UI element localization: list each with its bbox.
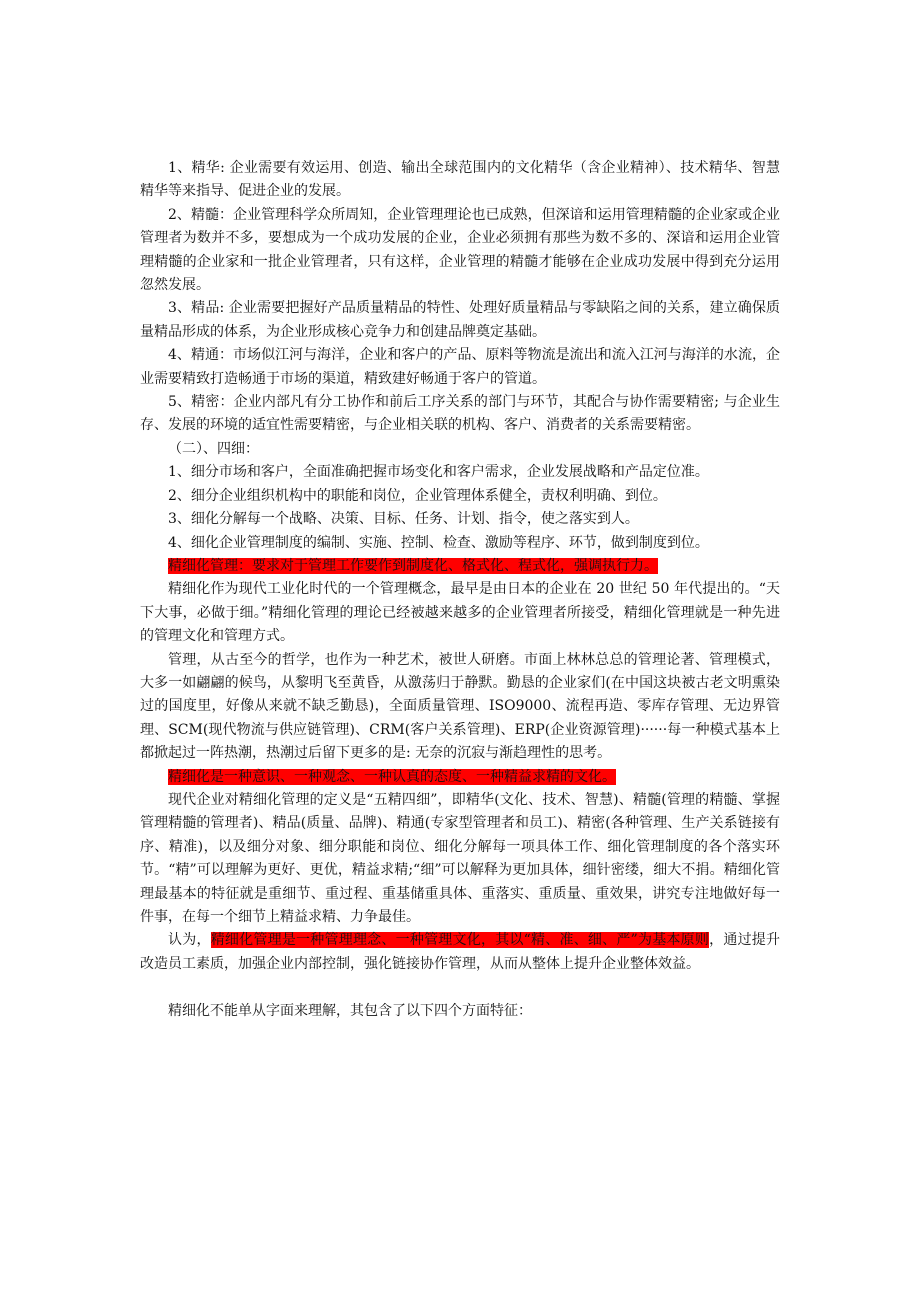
paragraph-jingpin: 3、精品: 企业需要把握好产品质量精品的特性、处理好质量精品与零缺陷之间的关系，建立确保质量精品形成的体系，为企业形成核心竞争力和创建品牌奠定基础。: [140, 300, 780, 340]
paragraph-xi-1: 1、细分市场和客户，全面准确把握市场变化和客户需求，企业发展战略和产品定位准。: [168, 464, 709, 481]
paragraph-four-features: 精细化不能单从字面来理解，其包含了以下四个方面特征：: [168, 1003, 532, 1020]
highlight-definition: [140, 555, 780, 578]
paragraph-principle: [140, 929, 780, 976]
highlight-text: 精细化是一种意识、一种观念、一种认真的态度、一种精益求精的文化。: [168, 768, 616, 785]
document-body: [140, 157, 780, 1024]
highlight-text: 精细化管理：要求对于管理工作要作到制度化、格式化、程式化，强调执行力。: [168, 557, 658, 574]
text-segment: 认为，: [168, 932, 211, 949]
blank-line: [140, 976, 780, 1000]
paragraph-management-history: 管理，从古至今的哲学，也作为一种艺术，被世人研磨。市面上林林总总的管理论著、管理模式，大多一如翩翩的候鸟，从黎明飞至黄昏，从激荡归于静默。勤恳的企业家们(在中国这块被古老文明熏染过的国度里，好像从来就不缺乏勤恳)，全面质量管理、ISO9000、流程再造、零库存管理、无边界管理、SCM(现代物流与供应链管理)、CRM(客户关系管理)、ERP(企业资源管理)······每一种模式基本上都掀起过一阵热潮，热潮过后留下更多的是: 无奈的沉寂与渐趋理性的思考。: [140, 651, 780, 762]
paragraph-jingsui: 2、精髓：企业管理科学众所周知，企业管理理论也已成熟，但深谙和运用管理精髓的企业家或企业管理者为数并不多，要想成为一个成功发展的企业，企业必须拥有那些为数不多的、深谙和运用企业管理精髓的企业家和一批企业管理者，只有这样，企业管理的精髓才能够在企业成功发展中得到充分运用忽然发展。: [140, 206, 780, 294]
section-heading-sixi: （二）、四细：: [168, 440, 259, 457]
paragraph-jinghua: 1、精华: 企业需要有效运用、创造、输出全球范围内的文化精华（含企业精神）、技术精华、智慧精华等来指导、促进企业的发展。: [140, 160, 780, 200]
paragraph-jingtong: 4、精通：市场似江河与海洋，企业和客户的产品、原料等物流是流出和流入江河与海洋的水流，企业需要精致打造畅通于市场的渠道，精致建好畅通于客户的管道。: [140, 347, 780, 387]
paragraph-xi-3: 3、细化分解每一个战略、决策、目标、任务、计划、指令，使之落实到人。: [168, 511, 639, 528]
text-segment: ，通过提升改造员工素质，加强企业内部控制，强化链接协作管理，从而从整体上提升企业整体效益。: [140, 932, 781, 972]
paragraph-five-four: 现代企业对精细化管理的定义是“五精四细”，即精华(文化、技术、智慧)、精髓(管理的精髓、掌握管理精髓的管理者)、精品(质量、品牌)、精通(专家型管理者和员工)、精密(各种管理、生产关系链接有序、精准)，以及细分对象、细分职能和岗位、细化分解每一项具体工作、细化管理制度的各个落实环节。“精”可以理解为更好、更优，精益求精;“细”可以解释为更加具体，细针密缕，细大不捐。精细化管理最基本的特征就是重细节、重过程、重基储重具体、重落实、重质量、重效果，讲究专注地做好每一件事，在每一个细节上精益求精、力争最佳。: [140, 791, 780, 925]
paragraph-origin: 精细化作为现代工业化时代的一个管理概念，最早是由日本的企业在 20 世纪 50 年代提出的。“天下大事，必做于细。”精细化管理的理论已经被越来越多的企业管理者所接受，精细化管理就是一种先进的管理文化和管理方式。: [140, 581, 780, 645]
paragraph-xi-4: 4、细化企业管理制度的编制、实施、控制、检查、激励等程序、环节，做到制度到位。: [168, 534, 709, 551]
highlight-text: 精细化管理是一种管理理念、一种管理文化，其以“精、准、细、严”为基本原则: [210, 932, 710, 949]
paragraph-jingmi: 5、精密：企业内部凡有分工协作和前后工序关系的部门与环节，其配合与协作需要精密; 与企业生存、发展的环境的适宜性需要精密，与企业相关联的机构、客户、消费者的关系需要精密。: [140, 394, 780, 434]
paragraph-xi-2: 2、细分企业组织机构中的职能和岗位，企业管理体系健全，责权利明确、到位。: [168, 487, 667, 504]
highlight-culture: [140, 766, 780, 789]
